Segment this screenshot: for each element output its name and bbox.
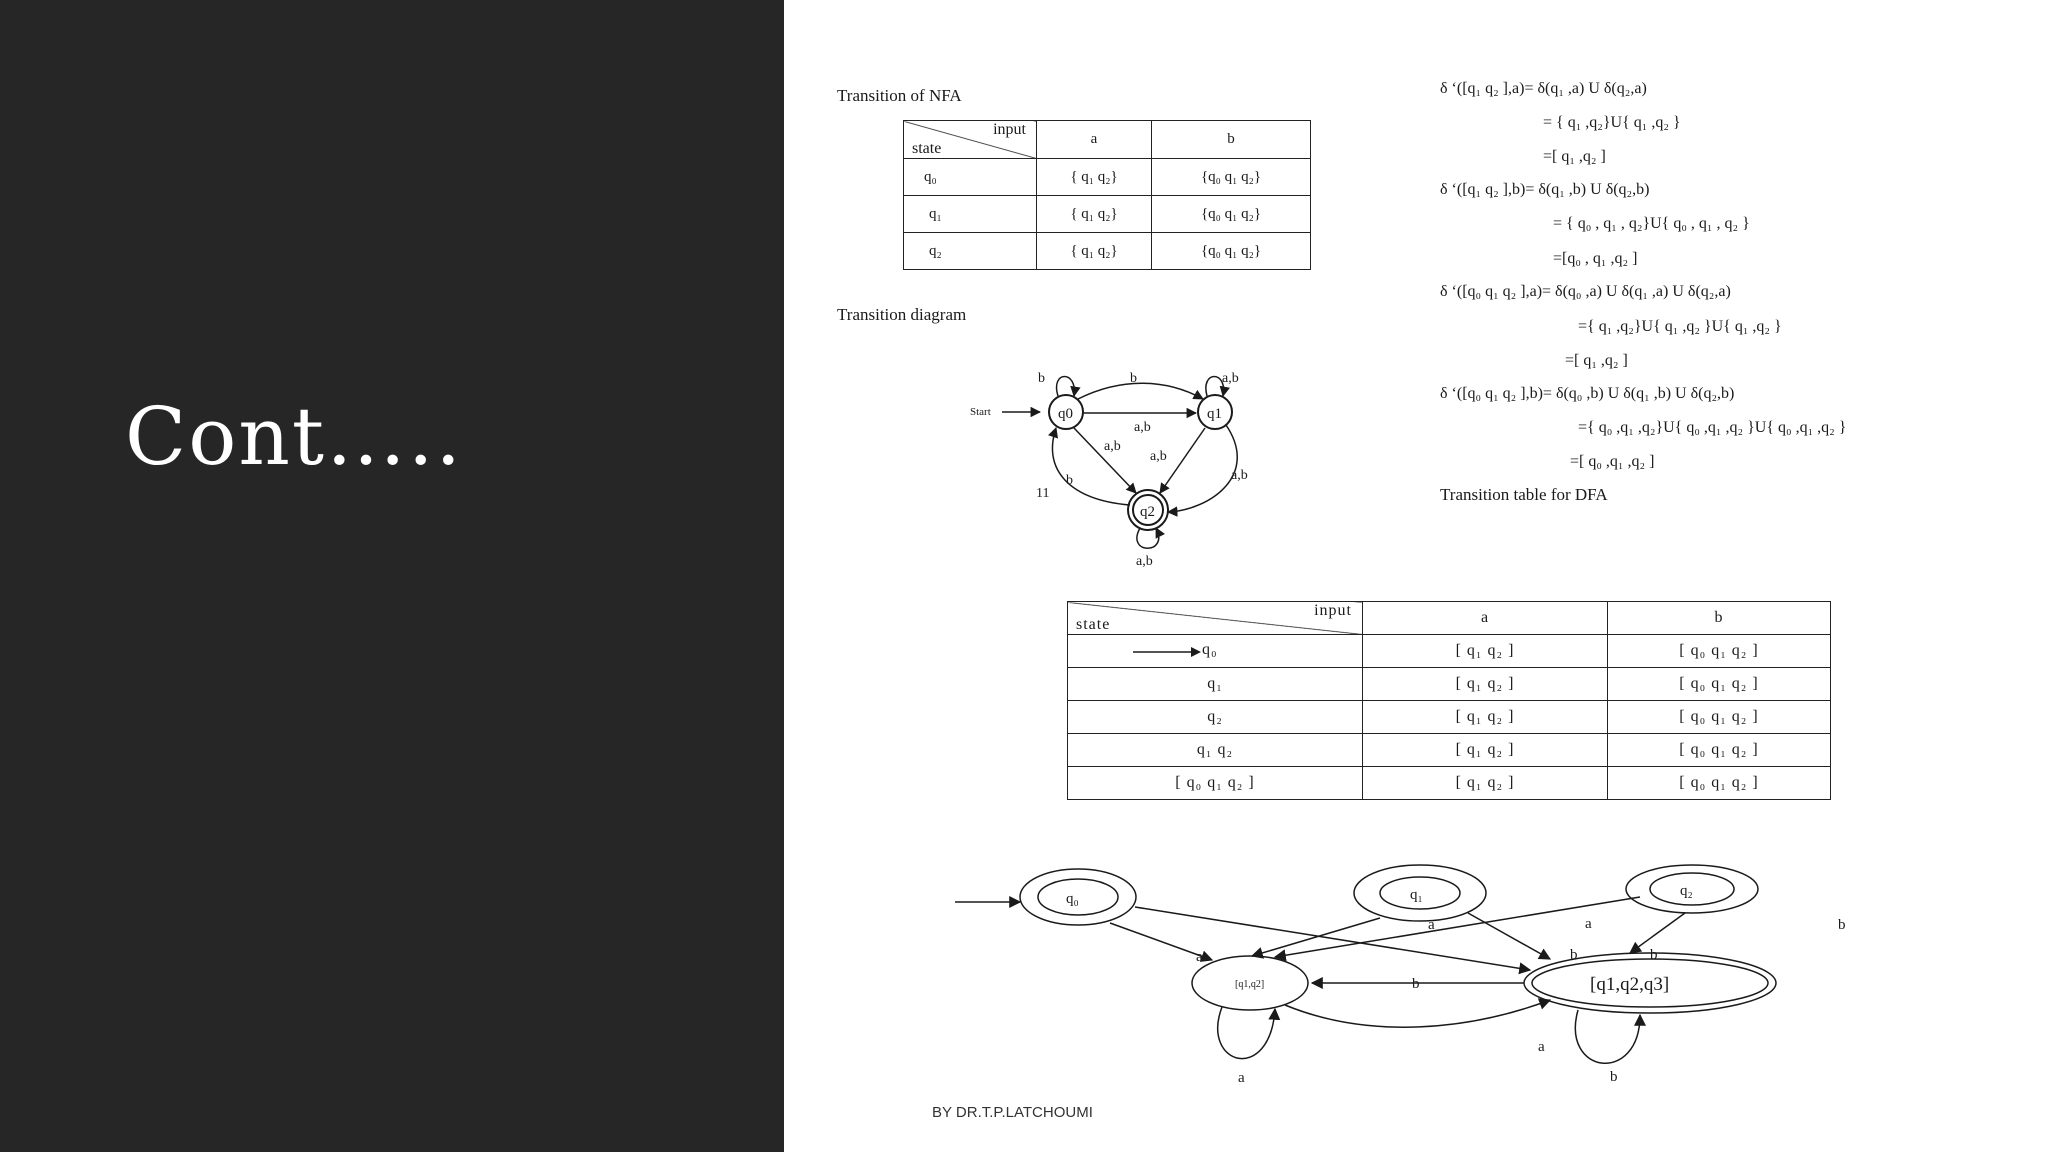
nfa-b-cell: {q₀ q₁ q₂} <box>1152 196 1311 233</box>
equation-line: δ ‘([q₀ q₁ q₂ ],b)= δ(q₀ ,b) U δ(q₁ ,b) U δ(q₂,b) <box>1440 385 1735 402</box>
equation-line: δ ‘([q₁ q₂ ],a)= δ(q₁ ,a) U δ(q₂,a) <box>1440 80 1647 97</box>
edge-label: b <box>1570 947 1578 963</box>
slide-title: Cont….. <box>125 390 463 483</box>
dfa-state-cell <box>1068 635 1363 668</box>
edge-label: a <box>1538 1039 1545 1055</box>
edge-q2-final <box>1630 913 1685 953</box>
edge-label: b <box>1038 371 1045 386</box>
nfa-a-cell: { q₁ q₂} <box>1037 196 1152 233</box>
final-self-loop <box>1575 1010 1640 1063</box>
dfa-b-cell: [ q₀ q₁ q₂ ] <box>1608 635 1831 668</box>
dfa-a-cell: [ q₁ q₂ ] <box>1363 701 1608 734</box>
table-row <box>1068 701 1831 734</box>
dfa-state-cell: q₁ q₂ <box>1068 734 1363 767</box>
equation-line: = { q₀ , q₁ , q₂}U{ q₀ , q₁ , q₂ } <box>1553 215 1750 232</box>
edge-label: b <box>1412 976 1420 992</box>
dfa-header-input: input <box>1314 602 1352 619</box>
dfa-a-cell: [ q₁ q₂ ] <box>1363 767 1608 800</box>
nfa-state-cell: q₂ <box>904 233 1037 270</box>
q2-self-loop <box>1137 528 1159 548</box>
start-label: Start <box>970 406 991 418</box>
edge-label: b <box>1130 371 1137 386</box>
author-footer: BY DR.T.P.LATCHOUMI <box>932 1104 1093 1121</box>
equation-line: =[q₀ , q₁ ,q₂ ] <box>1553 250 1638 267</box>
state-q0-label: q0 <box>1058 406 1073 422</box>
edge-label: b <box>1066 473 1073 488</box>
q1-self-loop <box>1206 377 1224 397</box>
dfa-state-q1q2-label: [q1,q2] <box>1235 979 1265 990</box>
q1q2-self-loop <box>1218 1007 1275 1059</box>
dfa-state-q0-label: q₀ <box>1066 891 1079 907</box>
nfa-heading: Transition of NFA <box>837 86 962 105</box>
table-row <box>1068 767 1831 800</box>
dfa-table-corner <box>1068 602 1363 635</box>
edge-label: a,b <box>1136 554 1153 569</box>
edge-label: a <box>1196 949 1203 965</box>
edge-q0-q2 <box>1074 428 1136 493</box>
equation-line: =[ q₀ ,q₁ ,q₂ ] <box>1570 453 1655 470</box>
equation-line: δ ‘([q₁ q₂ ],b)= δ(q₁ ,b) U δ(q₂,b) <box>1440 181 1650 198</box>
start-arrow-icon <box>1133 646 1203 658</box>
nfa-transition-table <box>903 120 1311 270</box>
edge-q1-q2-outer <box>1168 425 1237 512</box>
nfa-col-b: b <box>1152 121 1311 159</box>
q0-self-loop <box>1057 377 1075 397</box>
edge-q1-final <box>1468 913 1550 959</box>
diagram-heading: Transition diagram <box>837 305 967 324</box>
dfa-state-cell: q₂ <box>1068 701 1363 734</box>
edge-label: a,b <box>1104 439 1121 454</box>
nfa-a-cell: { q₁ q₂} <box>1037 233 1152 270</box>
edge-q0-q1-top <box>1078 383 1203 399</box>
edge-label: a,b <box>1134 420 1151 435</box>
dfa-state-cell: [ q₀ q₁ q₂ ] <box>1068 767 1363 800</box>
title-panel <box>0 0 784 1152</box>
edge-q1q2-final <box>1285 1000 1550 1027</box>
nfa-header-state: state <box>912 140 942 157</box>
table-row <box>904 196 1311 233</box>
nfa-table-corner <box>904 121 1037 159</box>
dfa-state-label: q₀ <box>1202 641 1218 658</box>
table-row <box>904 159 1311 196</box>
dfa-a-cell: [ q₁ q₂ ] <box>1363 734 1608 767</box>
edge-label: a,b <box>1222 371 1239 386</box>
edge-q0-final <box>1135 907 1530 970</box>
edge-label: b <box>1650 947 1658 963</box>
dfa-state-q1-label: q₁ <box>1410 887 1423 903</box>
equation-line: ={ q₀ ,q₁ ,q₂}U{ q₀ ,q₁ ,q₂ }U{ q₀ ,q₁ ,q₂ } <box>1578 419 1847 436</box>
dfa-col-b: b <box>1608 602 1831 635</box>
edge-label: a <box>1585 916 1592 932</box>
dfa-b-cell: [ q₀ q₁ q₂ ] <box>1608 701 1831 734</box>
state-q2-label: q2 <box>1140 504 1155 520</box>
nfa-a-cell: { q₁ q₂} <box>1037 159 1152 196</box>
equation-line: δ ‘([q₀ q₁ q₂ ],a)= δ(q₀ ,a) U δ(q₁ ,a) U δ(q₂,a) <box>1440 283 1731 300</box>
nfa-b-cell: {q₀ q₁ q₂} <box>1152 159 1311 196</box>
dfa-a-cell: [ q₁ q₂ ] <box>1363 635 1608 668</box>
state-q1-label: q1 <box>1207 406 1222 422</box>
dfa-b-cell: [ q₀ q₁ q₂ ] <box>1608 767 1831 800</box>
nfa-col-a: a <box>1037 121 1152 159</box>
dfa-a-cell: [ q₁ q₂ ] <box>1363 668 1608 701</box>
edge-label: b <box>1610 1069 1618 1085</box>
nfa-transition-diagram <box>960 360 1260 575</box>
equation-line: = { q₁ ,q₂}U{ q₁ ,q₂ } <box>1543 114 1681 131</box>
edge-q1-q2 <box>1160 428 1205 493</box>
nfa-state-cell: q₀ <box>904 159 1037 196</box>
table-row <box>904 233 1311 270</box>
equation-line: =[ q₁ ,q₂ ] <box>1543 148 1606 165</box>
nfa-state-cell: q₁ <box>904 196 1037 233</box>
dfa-col-a: a <box>1363 602 1608 635</box>
equation-line: ={ q₁ ,q₂}U{ q₁ ,q₂ }U{ q₁ ,q₂ } <box>1578 318 1782 335</box>
edge-label: a <box>1428 917 1435 933</box>
nfa-b-cell: {q₀ q₁ q₂} <box>1152 233 1311 270</box>
dfa-table-heading: Transition table for DFA <box>1440 485 1608 504</box>
table-row <box>1068 635 1831 668</box>
table-row <box>1068 668 1831 701</box>
dfa-b-cell: [ q₀ q₁ q₂ ] <box>1608 668 1831 701</box>
edge-label: 11 <box>1036 486 1050 501</box>
edge-label: a <box>1238 1070 1245 1086</box>
edge-label: b <box>1838 917 1846 933</box>
dfa-header-state: state <box>1076 616 1111 633</box>
edge-label: a,b <box>1231 468 1248 483</box>
table-row <box>1068 734 1831 767</box>
nfa-header-input: input <box>993 121 1026 138</box>
edge-label: a,b <box>1150 449 1167 464</box>
dfa-b-cell: [ q₀ q₁ q₂ ] <box>1608 734 1831 767</box>
equation-line: =[ q₁ ,q₂ ] <box>1565 352 1628 369</box>
dfa-state-final-label: [q1,q2,q3] <box>1590 974 1670 995</box>
dfa-state-q2-label: q₂ <box>1680 883 1693 899</box>
dfa-transition-diagram <box>950 855 1850 1095</box>
dfa-transition-table <box>1067 601 1831 800</box>
dfa-state-cell: q₁ <box>1068 668 1363 701</box>
